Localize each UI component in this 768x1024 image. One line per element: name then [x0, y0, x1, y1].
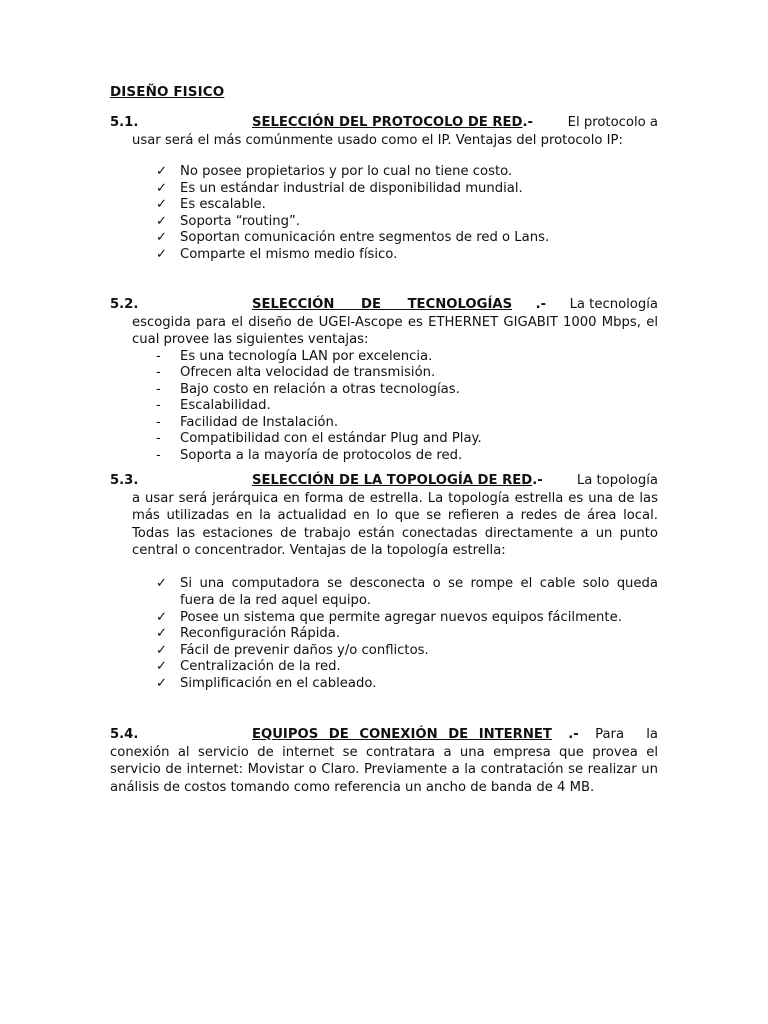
- list-item: ✓ Reconfiguración Rápida.: [156, 626, 341, 642]
- dash-bullet: -: [156, 448, 161, 464]
- section-5-2: [110, 296, 658, 465]
- list-item: - Escalabilidad.: [156, 398, 271, 414]
- checkmark-icon: ✓: [156, 609, 168, 625]
- advantages-list: [110, 349, 658, 465]
- checkmark-icon: ✓: [156, 575, 168, 591]
- list-item: - Soporta a la mayoría de protocolos de red.: [156, 448, 463, 464]
- list-item: ✓ Simplificación en el cableado.: [156, 675, 377, 691]
- section-5-4: [110, 726, 658, 796]
- list-item: ✓ Soporta “routing”.: [156, 213, 301, 229]
- list-item: ✓ Si una computadora se desconecta o se rompe el cable solo queda fuera de la red aquel equipo.: [156, 575, 658, 608]
- section-body: a usar será jerárquica en forma de estrella. La topología estrella es una de las más utilizadas en la actualidad en lo que se refieren a redes de área local. Todas las estaciones de trabajo están conectadas directamente a un punto central o concentrador. Ventajas de la topología estrella:: [132, 490, 658, 558]
- list-item: - Facilidad de Instalación.: [156, 414, 339, 430]
- checkmark-icon: ✓: [156, 246, 168, 262]
- section-lead-text: El protocolo a: [567, 115, 658, 130]
- list-item: ✓ Posee un sistema que permite agregar nuevos equipos fácilmente.: [156, 609, 622, 625]
- checkmark-icon: ✓: [156, 626, 168, 642]
- section-number: 5.4.: [110, 727, 139, 742]
- section-header: [110, 472, 658, 490]
- list-item: ✓ Comparte el mismo medio físico.: [156, 246, 398, 262]
- dash-bullet: -: [156, 365, 161, 381]
- list-item: - Bajo costo en relación a otras tecnologías.: [156, 381, 460, 397]
- section-body: conexión al servicio de internet se contratara a una empresa que provea el servicio de internet: Movistar o Claro. Previamente a la contratación se realizar un análisis de costos tomando como referencia un ancho de banda de 4 MB.: [110, 744, 658, 795]
- section-header: [110, 726, 658, 744]
- section-lead-text: La topología: [576, 473, 658, 488]
- list-item: ✓ Es escalable.: [156, 197, 266, 213]
- checkmark-icon: ✓: [156, 230, 168, 246]
- checkmark-icon: ✓: [156, 180, 168, 196]
- advantages-list: [110, 575, 658, 693]
- section-separator: .-: [535, 297, 547, 312]
- section-number: 5.2.: [110, 297, 139, 312]
- section-header: [110, 296, 658, 314]
- section-body: usar será el más comúnmente usado como el IP. Ventajas del protocolo IP:: [132, 132, 623, 148]
- list-item: ✓ Es un estándar industrial de disponibilidad mundial.: [156, 180, 523, 196]
- section-number: 5.1.: [110, 115, 139, 130]
- section-title: SELECCIÓN DE TECNOLOGÍAS: [252, 297, 513, 312]
- section-title: EQUIPOS DE CONEXIÓN DE INTERNET: [252, 727, 552, 742]
- dash-bullet: -: [156, 348, 161, 364]
- section-header: [110, 114, 658, 132]
- advantages-list: [110, 164, 658, 264]
- list-item: - Ofrecen alta velocidad de transmisión.: [156, 365, 436, 381]
- dash-bullet: -: [156, 414, 161, 430]
- checkmark-icon: ✓: [156, 197, 168, 213]
- section-body: escogida para el diseño de UGEl-Ascope es ETHERNET GIGABIT 1000 Mbps, el cual provee las siguientes ventajas:: [132, 314, 658, 347]
- dash-bullet: -: [156, 398, 161, 414]
- list-item: ✓ Centralización de la red.: [156, 659, 341, 675]
- section-separator: .-: [568, 727, 579, 742]
- section-title: SELECCIÓN DE LA TOPOLOGÍA DE RED: [252, 473, 533, 488]
- list-item: ✓ No posee propietarios y por lo cual no tiene costo.: [156, 164, 513, 179]
- checkmark-icon: ✓: [156, 164, 168, 179]
- checkmark-icon: ✓: [156, 675, 168, 691]
- section-title: SELECCIÓN DEL PROTOCOLO DE RED: [252, 115, 523, 130]
- list-item: ✓ Fácil de prevenir daños y/o conflictos.: [156, 642, 429, 658]
- list-item: ✓ Soportan comunicación entre segmentos de red o Lans.: [156, 230, 550, 246]
- section-separator: .-: [532, 473, 543, 488]
- checkmark-icon: ✓: [156, 659, 168, 675]
- section-5-1: [110, 114, 658, 264]
- section-lead-text: La tecnología: [569, 297, 658, 312]
- checkmark-icon: ✓: [156, 642, 168, 658]
- section-lead-text: Para la: [595, 727, 658, 742]
- section-separator: .-: [522, 115, 533, 130]
- section-number: 5.3.: [110, 473, 139, 488]
- document-heading: DISEÑO FISICO: [110, 84, 225, 100]
- list-item: - Compatibilidad con el estándar Plug and Play.: [156, 431, 482, 447]
- dash-bullet: -: [156, 431, 161, 447]
- dash-bullet: -: [156, 381, 161, 397]
- list-item: - Es una tecnología LAN por excelencia.: [156, 348, 433, 364]
- checkmark-icon: ✓: [156, 213, 168, 229]
- section-5-3: [110, 472, 658, 692]
